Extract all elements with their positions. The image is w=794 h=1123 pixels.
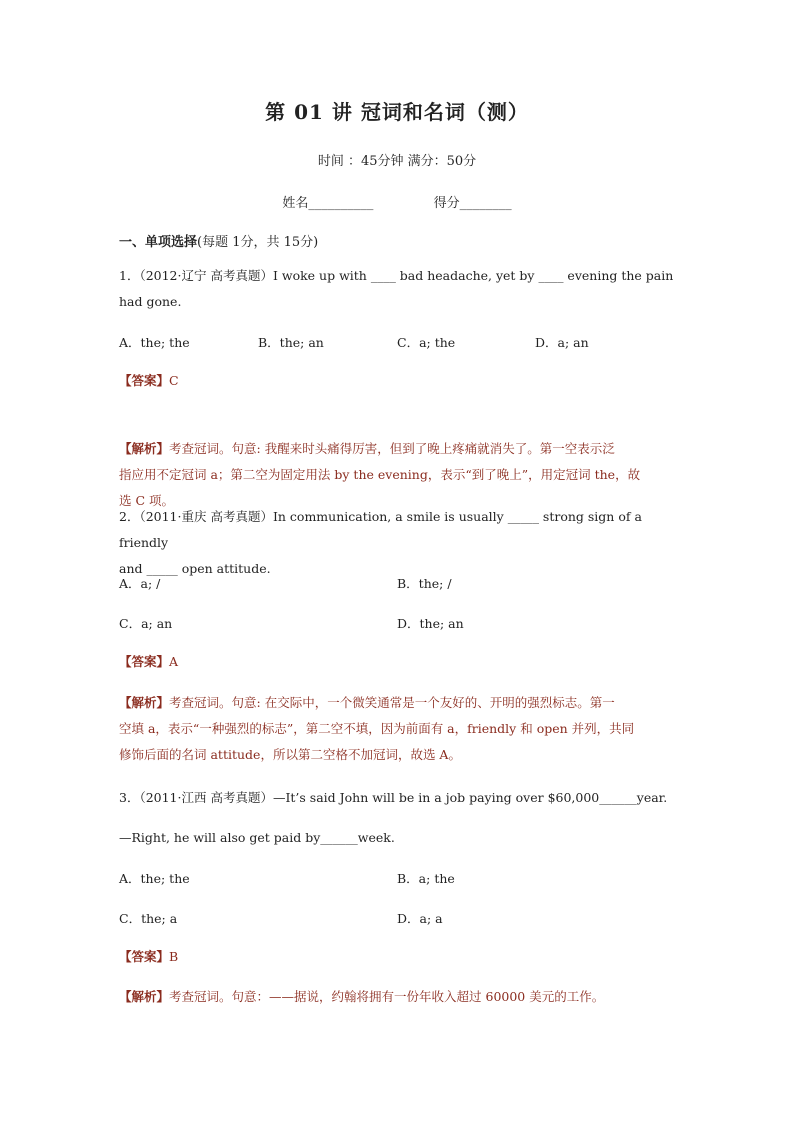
q2-answer-value: A <box>169 654 179 669</box>
q1-option-d: D．a; an <box>535 335 589 350</box>
question-2-options-row1 <box>119 574 679 594</box>
q2-analysis-line1: 考查冠词。句意: 在交际中，一个微笑通常是一个友好的、开明的强烈标志。第一 <box>169 695 615 710</box>
q3-answer <box>119 944 679 970</box>
question-3-line2: —Right, he will also get paid by______week. <box>119 830 395 845</box>
question-2-line1: 2．（2011·重庆 高考真题）In communication, a smile is usually _____ strong sign of a friendly <box>119 509 642 550</box>
q1-analysis <box>119 436 679 514</box>
q3-analysis <box>119 984 679 1010</box>
q2-option-a: A．a; / <box>119 576 161 591</box>
q3-option-b: B．a; the <box>397 871 455 886</box>
question-3-second <box>119 825 679 851</box>
exam-meta: 时间 ：45分钟 满分：50分 <box>317 154 477 169</box>
q3-answer-value: B <box>169 949 179 964</box>
question-3-options-row1 <box>119 869 679 889</box>
q2-analysis-tag: 【解析】 <box>119 695 170 710</box>
question-3 <box>119 785 679 811</box>
q3-option-d: D．a; a <box>397 911 443 926</box>
q2-analysis-line3: 修饰后面的名词 attitude，所以第二空格不加冠词，故选 A。 <box>119 747 461 762</box>
q3-option-a: A．the; the <box>119 871 190 886</box>
q2-answer-tag: 【答案】 <box>119 654 170 669</box>
q2-option-b: B．the; / <box>397 576 452 591</box>
score-label: 得分________ <box>433 196 512 211</box>
q2-option-c: C．a; an <box>119 616 173 631</box>
question-1-options <box>119 333 679 353</box>
q1-answer-tag: 【答案】 <box>119 373 170 388</box>
name-score-row <box>0 192 794 211</box>
section-title: 一、单项选择 <box>119 235 198 250</box>
q1-answer <box>119 368 679 394</box>
q1-answer-value: C <box>169 373 179 388</box>
section-heading <box>119 230 679 256</box>
q2-answer <box>119 649 679 675</box>
name-label: 姓名__________ <box>282 196 374 211</box>
section-note: (每题 1分，共 15分) <box>197 235 319 250</box>
q1-analysis-line2: 指应用不定冠词 a；第二空为固定用法 by the evening，表示“到了晚上”，用定冠词 the，故 <box>119 467 641 482</box>
page-title: 第 01 讲 冠词和名词（测） <box>265 100 529 124</box>
question-1-line1: 1．（2012·辽宁 高考真题）I woke up with ____ bad headache, yet by ____ evening the pain <box>119 268 674 283</box>
q1-analysis-line1: 考查冠词。句意: 我醒来时头痛得厉害，但到了晚上疼痛就消失了。第一空表示泛 <box>169 441 615 456</box>
q3-option-c: C．the; a <box>119 911 178 926</box>
q2-analysis <box>119 690 679 768</box>
q2-analysis-line2: 空填 a，表示“一种强烈的标志”，第二空不填，因为前面有 a，friendly 和 open 并列，共同 <box>119 721 635 736</box>
question-1 <box>119 263 679 315</box>
q3-answer-tag: 【答案】 <box>119 949 170 964</box>
q2-option-d: D．the; an <box>397 616 464 631</box>
q3-analysis-line1: 考查冠词。句意：——据说，约翰将拥有一份年收入超过 60000 美元的工作。 <box>169 989 605 1004</box>
question-3-line1: 3．（2011·江西 高考真题）—It’s said John will be in a job paying over $60,000______year. <box>119 790 668 805</box>
q1-option-a: A．the; the <box>119 335 190 350</box>
q1-option-c: C．a; the <box>397 335 456 350</box>
q3-analysis-tag: 【解析】 <box>119 989 170 1004</box>
q1-option-b: B．the; an <box>258 335 324 350</box>
q1-analysis-tag: 【解析】 <box>119 441 170 456</box>
question-2-options-row2 <box>119 614 679 634</box>
q1-analysis-line3: 选 C 项。 <box>119 493 175 508</box>
question-1-line2: had gone. <box>119 294 182 309</box>
question-2-line2: and _____ open attitude. <box>119 561 271 576</box>
question-3-options-row2 <box>119 909 679 929</box>
question-2 <box>119 504 679 582</box>
